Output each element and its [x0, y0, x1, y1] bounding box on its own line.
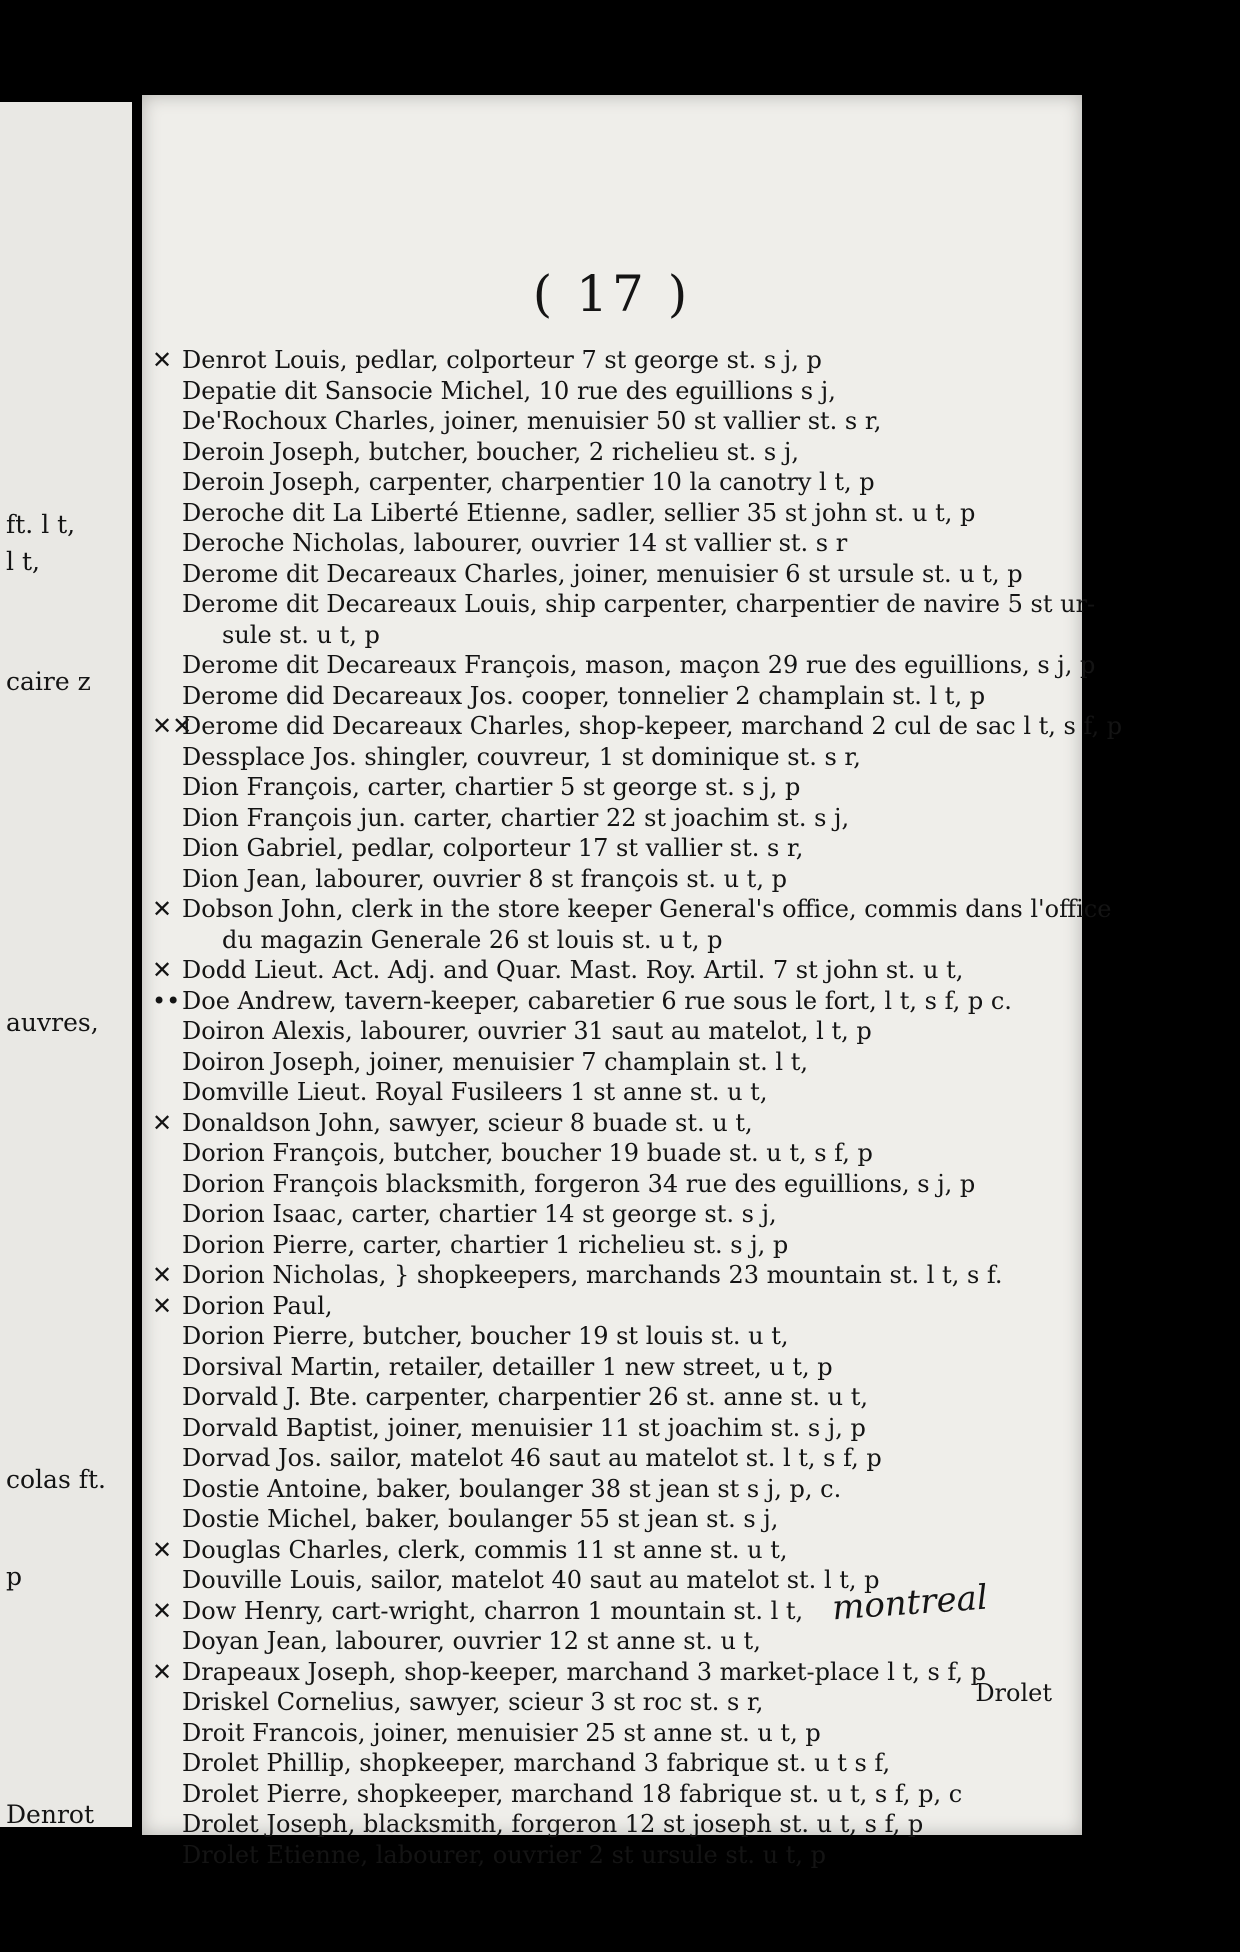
- entry-text: Dodd Lieut. Act. Adj. and Quar. Mast. Roy. Artil. 7 st john st. u t,: [182, 956, 964, 984]
- directory-entry: [182, 1016, 1072, 1047]
- entry-text: Drolet Pierre, shopkeeper, marchand 18 fabrique st. u t, s f, p, c: [182, 1779, 963, 1808]
- entry-text: Donaldson John, sawyer, scieur 8 buade st. u t,: [182, 1108, 753, 1137]
- entry-text: Dorion François blacksmith, forgeron 34 rue des eguillions, s j, p: [182, 1169, 976, 1198]
- directory-entry: [182, 376, 1072, 407]
- entry-text: Dow Henry, cart-wright, charron 1 mountain st. l t,: [182, 1596, 804, 1625]
- entry-text: Derome dit Decareaux François, mason, maçon 29 rue des eguillions, s j, p: [182, 651, 1096, 679]
- entry-text: Derome dit Decareaux Charles, joiner, menuisier 6 st ursule st. u t, p: [182, 559, 1023, 588]
- directory-entry: [182, 1077, 1072, 1108]
- directory-entry: [182, 1840, 1072, 1871]
- directory-entry: [182, 803, 1072, 834]
- directory-entry: [182, 742, 1072, 773]
- entry-text: Dorvald Baptist, joiner, menuisier 11 st joachim st. s j, p: [182, 1413, 866, 1442]
- margin-mark: ✕: [152, 1535, 173, 1564]
- directory-entry: [182, 833, 1072, 864]
- entry-text: Dostie Antoine, baker, boulanger 38 st jean st s j, p, c.: [182, 1474, 842, 1503]
- directory-entry: [152, 1657, 1072, 1688]
- directory-entry: [182, 1687, 1072, 1718]
- entry-text: Depatie dit Sansocie Michel, 10 rue des eguillions s j,: [182, 376, 836, 405]
- entry-text: Doiron Joseph, joiner, menuisier 7 champlain st. l t,: [182, 1047, 808, 1076]
- left-page-line: caire z: [6, 667, 91, 696]
- entry-text: Dion François, carter, chartier 5 st george st. s j, p: [182, 773, 801, 801]
- directory-entry: [182, 772, 1072, 803]
- margin-mark: ✕: [152, 895, 173, 923]
- directory-entry: [152, 1291, 1072, 1322]
- directory-entry: [182, 1748, 1072, 1779]
- directory-entry: [182, 1199, 1072, 1230]
- handwritten-note: montreal: [830, 1577, 990, 1629]
- entry-text: Dorion Nicholas, } shopkeepers, marchands 23 mountain st. l t, s f.: [182, 1261, 1003, 1289]
- entry-text: Douglas Charles, clerk, commis 11 st anne st. u t,: [182, 1535, 788, 1564]
- directory-entry: [182, 864, 1072, 895]
- directory-entry: [182, 1779, 1072, 1810]
- entry-text: Drapeaux Joseph, shop-keeper, marchand 3 market-place l t, s f, p: [182, 1657, 987, 1686]
- entry-text: Dion François jun. carter, chartier 22 st joachim st. s j,: [182, 803, 850, 832]
- entry-text: Deroin Joseph, carpenter, charpentier 10 la canotry l t, p: [182, 468, 875, 496]
- margin-mark: ✕: [152, 956, 173, 984]
- directory-entry: [182, 498, 1072, 529]
- directory-entry: [152, 986, 1072, 1017]
- directory-entry: [182, 1413, 1072, 1444]
- directory-entry: [182, 620, 1072, 651]
- margin-mark: ✕: [152, 346, 173, 374]
- entry-text: Deroche Nicholas, labourer, ouvrier 14 st vallier st. s r: [182, 529, 848, 557]
- directory-entry: [182, 1474, 1072, 1505]
- directory-page: [142, 95, 1123, 1869]
- margin-mark: ✕: [152, 1596, 173, 1625]
- directory-entry: [182, 1504, 1072, 1535]
- directory-entry: [182, 467, 1072, 498]
- directory-entry: [152, 1260, 1072, 1291]
- directory-entry: [182, 528, 1072, 559]
- entry-text: Doiron Alexis, labourer, ouvrier 31 saut au matelot, l t, p: [182, 1017, 872, 1045]
- entry-text: Doyan Jean, labourer, ouvrier 12 st anne st. u t,: [182, 1627, 761, 1655]
- directory-entry: [182, 589, 1096, 620]
- directory-entry: [152, 1108, 1072, 1139]
- directory-entry: [182, 925, 1072, 956]
- entry-text: Drolet Joseph, blacksmith, forgeron 12 st joseph st. u t, s f, p: [182, 1810, 924, 1838]
- entry-text: Dostie Michel, baker, boulanger 55 st jean st. s j,: [182, 1505, 779, 1533]
- entry-text: Domville Lieut. Royal Fusileers 1 st anne st. u t,: [182, 1078, 768, 1106]
- entry-text: Driskel Cornelius, sawyer, scieur 3 st roc st. s r,: [182, 1688, 764, 1716]
- directory-entry: [182, 406, 1072, 437]
- directory-entry: [182, 1230, 1072, 1261]
- directory-entry: [182, 1321, 1072, 1352]
- left-page-line: auvres,: [6, 1008, 99, 1037]
- entry-text: Doe Andrew, tavern-keeper, cabaretier 6 rue sous le fort, l t, s f, p c.: [182, 986, 1012, 1015]
- entry-text: Deroin Joseph, butcher, boucher, 2 richelieu st. s j,: [182, 437, 799, 466]
- entry-text: Dorion François, butcher, boucher 19 buade st. u t, s f, p: [182, 1139, 873, 1167]
- left-page-line: ft. l t,: [6, 510, 76, 539]
- directory-entry: [182, 1047, 1072, 1078]
- entry-text: Droit Francois, joiner, menuisier 25 st anne st. u t, p: [182, 1718, 821, 1747]
- directory-entry: [182, 1809, 1072, 1840]
- entry-text: sule st. u t, p: [222, 620, 380, 649]
- margin-mark: ✕: [152, 1657, 173, 1686]
- margin-mark: ✕: [152, 1261, 173, 1289]
- margin-mark: ✕✕: [152, 712, 193, 740]
- entry-text: Deroche dit La Liberté Etienne, sadler, sellier 35 st john st. u t, p: [182, 498, 976, 527]
- directory-entry: [182, 1382, 1072, 1413]
- entry-text: Drolet Etienne, labourer, ouvrier 2 st ursule st. u t, p: [182, 1840, 826, 1869]
- directory-entry: [182, 1169, 1072, 1200]
- entry-text: Derome did Decareaux Charles, shop-kepeer, marchand 2 cul de sac l t, s f, p: [182, 712, 1123, 740]
- entry-text: Dessplace Jos. shingler, couvreur, 1 st dominique st. s r,: [182, 742, 861, 771]
- directory-entry: [182, 559, 1072, 590]
- directory-entry: [182, 650, 1096, 681]
- left-facing-page: [0, 102, 132, 1827]
- entry-text: Drolet Phillip, shopkeeper, marchand 3 fabrique st. u t s f,: [182, 1749, 891, 1777]
- directory-entry: [152, 711, 1123, 742]
- entry-text: du magazin Generale 26 st louis st. u t, p: [222, 925, 723, 954]
- entry-list: [152, 345, 1123, 1870]
- directory-entry: [152, 894, 1112, 925]
- entry-text: Derome dit Decareaux Louis, ship carpenter, charpentier de navire 5 st ur-: [182, 590, 1096, 618]
- directory-entry: [152, 345, 1072, 376]
- left-page-line: l t,: [6, 547, 40, 576]
- entry-text: Dorion Pierre, carter, chartier 1 richelieu st. s j, p: [182, 1230, 789, 1259]
- entry-text: Douville Louis, sailor, matelot 40 saut au matelot st. l t, p: [182, 1566, 880, 1594]
- entry-text: Dorsival Martin, retailer, detailler 1 new street, u t, p: [182, 1352, 833, 1381]
- entry-text: Derome did Decareaux Jos. cooper, tonnelier 2 champlain st. l t, p: [182, 681, 986, 710]
- directory-entry: [182, 1138, 1072, 1169]
- entry-text: Dorion Isaac, carter, chartier 14 st george st. s j,: [182, 1200, 777, 1228]
- entry-text: Dorvad Jos. sailor, matelot 46 saut au matelot st. l t, s f, p: [182, 1444, 882, 1472]
- entry-text: Dion Gabriel, pedlar, colporteur 17 st vallier st. s r,: [182, 834, 804, 862]
- entry-text: Denrot Louis, pedlar, colporteur 7 st george st. s j, p: [182, 346, 822, 374]
- page-number: ( 17 ): [532, 265, 692, 323]
- directory-entry: [182, 1443, 1072, 1474]
- entry-text: Dorion Pierre, butcher, boucher 19 st louis st. u t,: [182, 1322, 789, 1350]
- directory-entry: [182, 1626, 1072, 1657]
- directory-entry: [182, 437, 1072, 468]
- directory-entry: [182, 1352, 1072, 1383]
- entry-text: Dorvald J. Bte. carpenter, charpentier 26 st. anne st. u t,: [182, 1383, 868, 1411]
- catchword: Drolet: [975, 1679, 1052, 1707]
- directory-entry: [182, 681, 1072, 712]
- margin-mark: ✕: [152, 1291, 173, 1320]
- entry-text: Dobson John, clerk in the store keeper General's office, commis dans l'office: [182, 895, 1112, 923]
- left-page-line: Denrot: [6, 1800, 94, 1827]
- left-page-line: p: [6, 1562, 23, 1591]
- entry-text: Dorion Paul,: [182, 1291, 333, 1320]
- directory-entry: [152, 955, 1072, 986]
- directory-entry: [152, 1535, 1072, 1566]
- directory-entry: [182, 1718, 1072, 1749]
- margin-mark: ••: [152, 986, 181, 1015]
- left-page-line: colas ft.: [6, 1465, 106, 1494]
- margin-mark: ✕: [152, 1108, 173, 1137]
- entry-text: Dion Jean, labourer, ouvrier 8 st françois st. u t, p: [182, 864, 787, 893]
- entry-text: De'Rochoux Charles, joiner, menuisier 50 st vallier st. s r,: [182, 407, 882, 435]
